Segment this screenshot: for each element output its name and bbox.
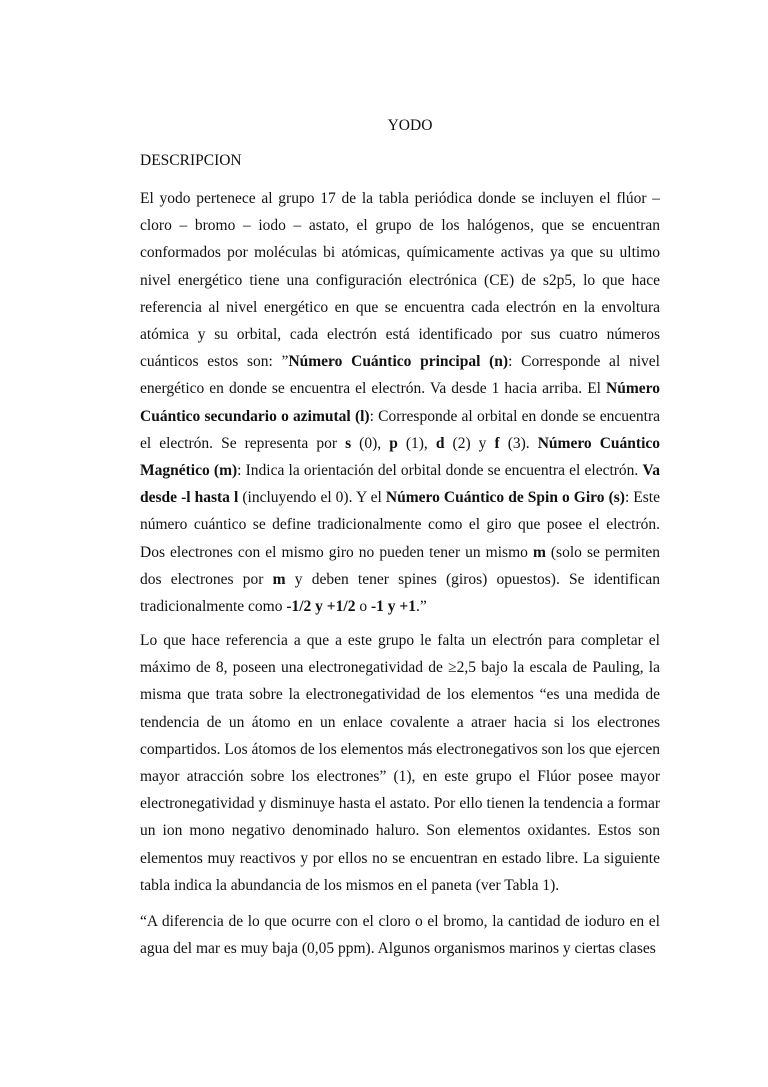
text-run: o: [355, 598, 371, 616]
bold-term: f: [494, 434, 500, 452]
text-run: : Corresponde al orbital en donde se encuentra el electrón. Se representa por: [140, 407, 660, 452]
paragraph-description: [140, 185, 660, 620]
bold-term: -1/2 y +1/2: [286, 598, 356, 616]
bold-term: p: [389, 434, 398, 452]
text-run: (incluyendo el 0). Y el: [238, 489, 386, 507]
section-heading: DESCRIPCION: [140, 152, 242, 169]
document-title: YODO: [387, 117, 433, 134]
bold-term: Número Cuántico principal (n): [288, 353, 509, 371]
bold-term: Va desde -l hasta l: [140, 462, 661, 507]
text-run: (2) y: [444, 434, 495, 452]
text-run: (0),: [351, 434, 390, 452]
bold-term: Número Cuántico Magnético (m): [140, 434, 661, 480]
bold-term: Número Cuántico secundario o azimutal (l): [140, 380, 660, 425]
paragraph-iodide: “A diferencia de lo que ocurre con el cloro o el bromo, la cantidad de ioduro en el agua del mar es muy baja (0,05 ppm). Algunos organismos marinos y ciertas clases: [140, 913, 660, 958]
text-run: : Indica la orientación del orbital donde se encuentra el electrón.: [237, 462, 643, 480]
text-run: y deben tener spines (giros) opuestos). Se identifican tradicionalmente como: [140, 570, 660, 616]
text-run: (solo se permiten dos electrones por: [140, 543, 660, 588]
bold-term: -1 y +1: [370, 598, 416, 616]
text-run: : Corresponde al nivel energético en donde se encuentra el electrón. Va desde 1 hacia arriba. El: [140, 353, 660, 398]
text-run: .”: [415, 598, 427, 616]
text-run: : Este número cuántico se define tradicionalmente como el giro que posee el electrón. Dos electrones con el mismo giro no pueden tener un mismo: [140, 489, 660, 561]
bold-term: d: [435, 434, 445, 452]
bold-term: Número Cuántico de Spin o Giro (s): [385, 489, 625, 507]
text-run: (3).: [499, 434, 538, 452]
text-run: (1),: [397, 434, 436, 452]
bold-term: m: [532, 543, 546, 561]
paragraph-electronegativity: Lo que hace referencia a que a este grupo le falta un electrón para completar el máximo de 8, poseen una electronegatividad de ≥2,5 bajo la escala de Pauling, la misma que trata sobre la electronegatividad de los elementos “es una medida de tendencia de un átomo en un enlace covalente a atraer hacia si los electrones compartidos. Los átomos de los elementos más electronegativos son los que ejercen mayor atracción sobre los electrones” (1), en este grupo el Flúor posee mayor electronegatividad y disminuye hasta el astato. Por ello tienen la tendencia a formar un ion mono negativo denominado haluro. Son elementos oxidantes. Estos son elementos muy reactivos y por ellos no se encuentran en estado libre. La siguiente tabla indica la abundancia de los mismos en el paneta (ver Tabla 1).: [140, 632, 660, 894]
bold-term: s: [345, 434, 352, 452]
text-run: El yodo pertenece al grupo 17 de la tabla periódica donde se incluyen el flúor – cloro – bromo – iodo – astato, el grupo de los halógenos, que se encuentran conformados por moléculas bi atómicas, químicamente activas ya que su ultimo nivel energético tiene una configuración electrónica (CE) de s2p5, lo que hace referencia al nivel energético en que se encuentra cada electrón en la envoltura atómica y su orbital, cada electrón está identificado por sus cuatro números cuánticos estos son: ”: [140, 190, 660, 371]
bold-term: m: [272, 570, 286, 588]
